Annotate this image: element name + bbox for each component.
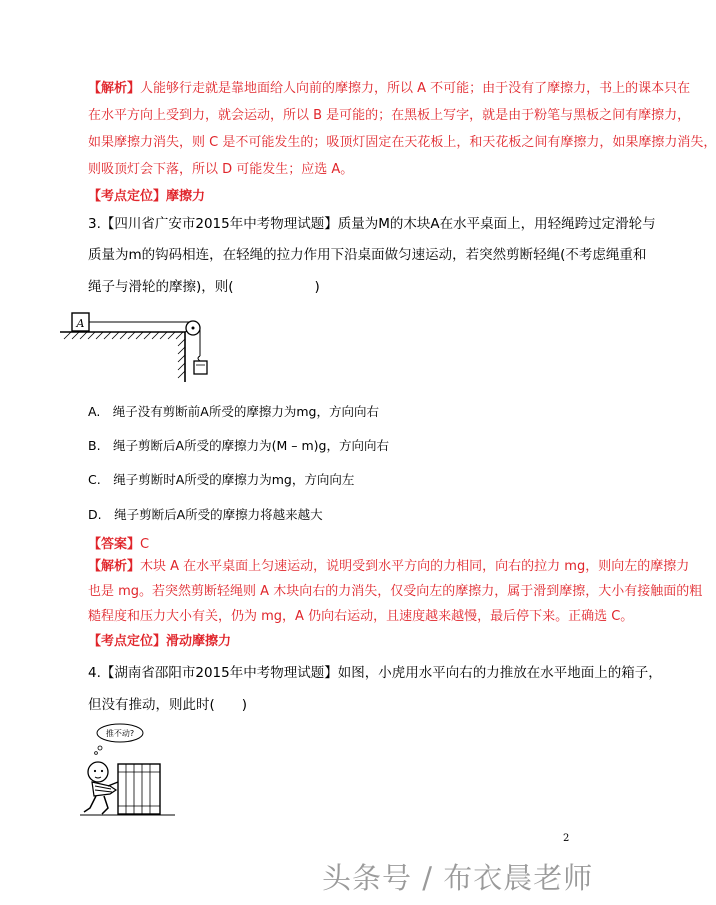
boy-pushing-box-illustration [80,720,190,820]
analysis-line: 则吸顶灯会下落，所以 D 可能发生；应选 A。 [88,162,354,177]
analysis-tag: 【解析】 [88,559,141,574]
answer-line [88,536,149,553]
question-line: 3.【四川省广安市2015年中考物理试题】质量为M的木块A在水平桌面上，用轻绳跨过定滑轮与 [88,216,656,232]
analysis-line: 也是 mg。若突然剪断轻绳则 A 木块向右的力消失，仅受向左的摩擦力，属于滑到摩擦，大小有接触面的粗 [88,584,703,599]
knowledge-point-text: 滑动摩擦力 [166,634,232,649]
hook-weight [194,361,207,374]
knowledge-point [88,633,231,650]
analysis-line [88,558,689,575]
watermark-text: 头条号 / 布衣晨老师 [322,861,594,895]
table-hatching [64,332,185,378]
pulley-diagram [60,310,230,385]
analysis-line: 如果摩擦力消失，则 C 是不可能发生的；吸顶灯固定在天花板上，和天花板之间有摩擦力，如果摩擦力消失， [88,135,716,150]
analysis-line [88,80,690,97]
boy-head [88,762,108,782]
question-line: 4.【湖南省邵阳市2015年中考物理试题】如图，小虎用水平向右的力推放在水平地面上的箱子， [88,665,662,681]
option-d: D. 绳子剪断后A所受的摩擦力将越来越大 [88,507,323,522]
speech-bubble-text: 推不动? [105,729,135,738]
analysis-line: 在水平方向上受到力，就会运动，所以 B 是可能的；在黑板上写字，就是由于粉笔与黑板之间有摩擦力， [88,108,691,123]
analysis-text: 人能够行走就是靠地面给人向前的摩擦力，所以 A 不可能；由于没有了摩擦力，书上的课本只在 [140,81,691,96]
question-line: 质量为m的钩码相连，在轻绳的拉力作用下沿桌面做匀速运动，若突然剪断轻绳(不考虑绳重和 [88,247,647,263]
boy-leg [102,796,108,814]
knowledge-point-text: 摩擦力 [166,189,206,204]
pulley-axle [192,327,195,330]
knowledge-point-tag: 【考点定位】 [88,189,167,204]
analysis-text: 木块 A 在水平桌面上匀速运动，说明受到水平方向的力相同，向右的拉力 mg，则向左的摩擦力 [140,559,690,574]
option-c: C. 绳子剪断时A所受的摩擦力为mg，方向向左 [88,472,355,487]
analysis-line: 糙程度和压力大小有关，仍为 mg，A 仍向右运动，且速度越来越慢，最后停下来。正确选 C。 [88,609,634,624]
answer-value: C [140,537,150,552]
option-a: A. 绳子没有剪断前A所受的摩擦力为mg，方向向右 [88,404,379,419]
hook [198,356,200,361]
page-number: 2 [563,833,570,844]
option-b: B. 绳子剪断后A所受的摩擦力为(M – m)g，方向向右 [88,438,389,453]
block-a-label: A [76,317,85,330]
question-line: 绳子与滑轮的摩擦)，则( ) [88,279,320,295]
boy-eye [94,770,96,772]
boy-leg [84,796,96,812]
knowledge-point [88,188,205,205]
bubble-dot [98,746,102,750]
knowledge-point-tag: 【考点定位】 [88,634,167,649]
wooden-box [118,764,160,814]
question-line: 但没有推动，则此时( ) [88,697,248,713]
boy-eye [101,770,103,772]
boy-arm [108,782,118,786]
analysis-tag: 【解析】 [88,81,141,96]
answer-tag: 【答案】 [88,537,141,552]
bubble-dot [95,752,98,755]
